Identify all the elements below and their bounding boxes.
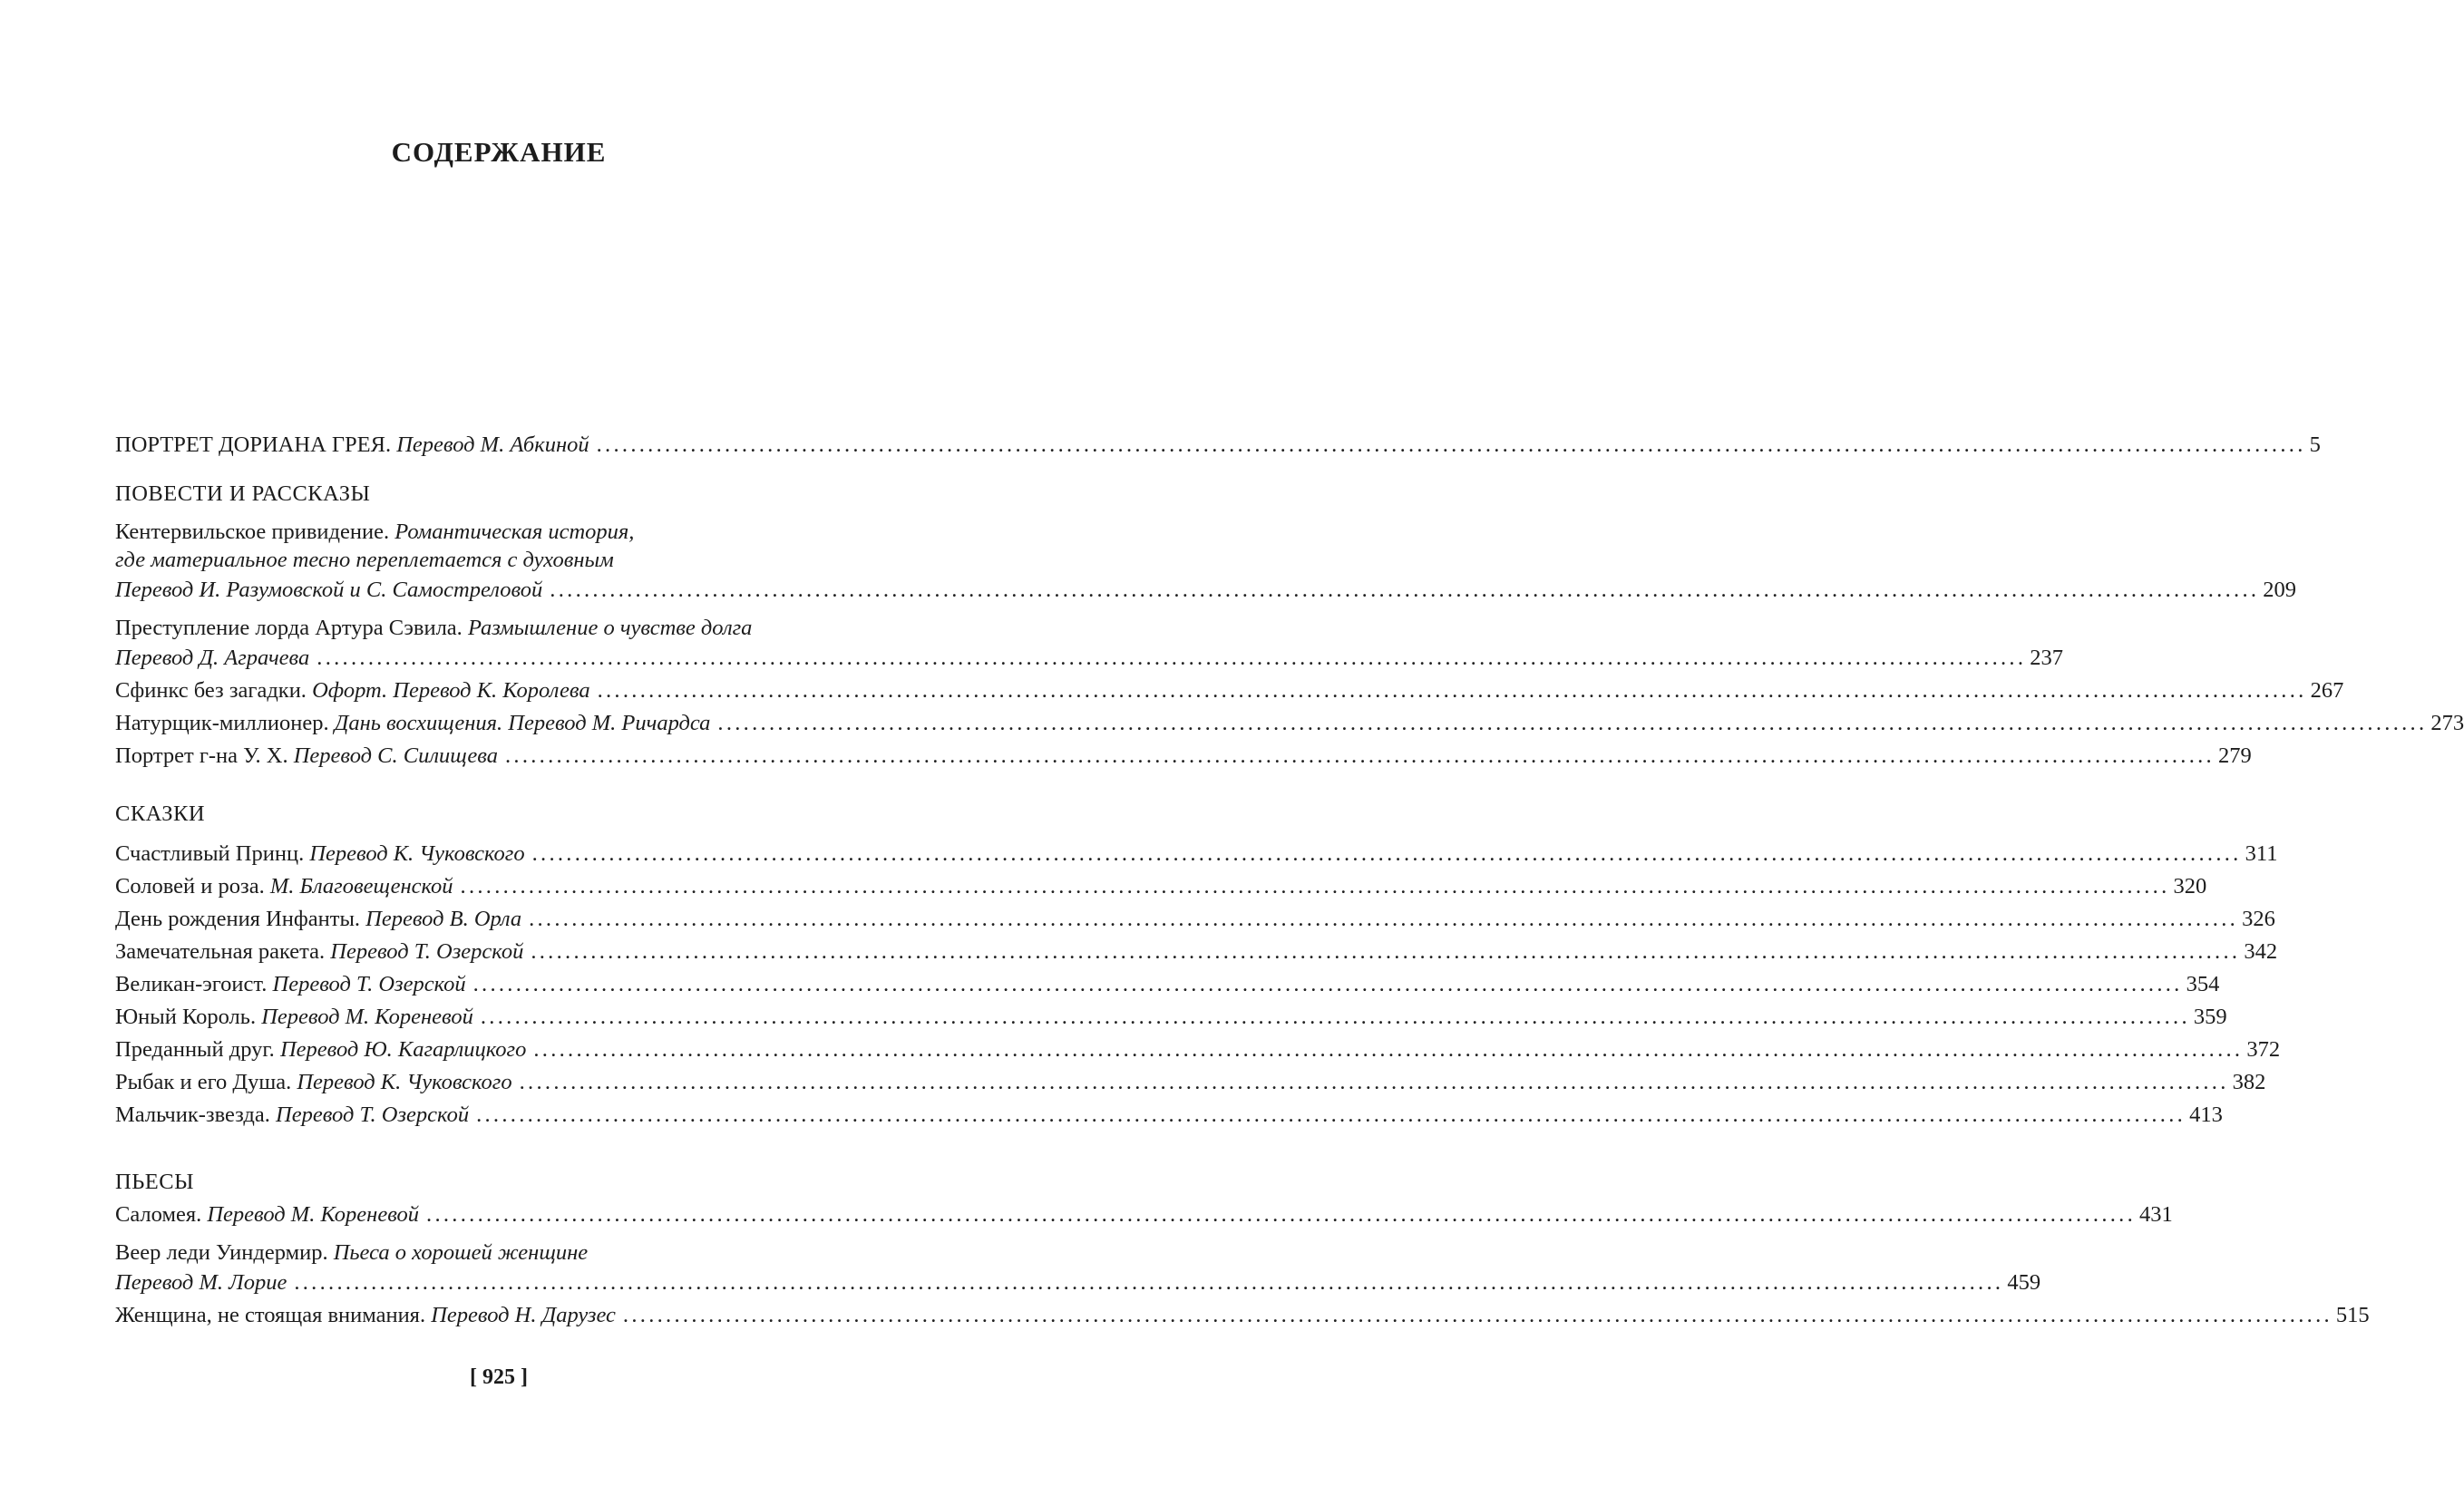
entry-title: Счастливый Принц.	[115, 841, 305, 866]
entry-page: 459	[2007, 1270, 2041, 1295]
entry-subtitle-cont: где материальное тесно переплетается с духовным	[115, 548, 614, 572]
toc-entry-dorian-gray	[115, 429, 2321, 461]
entry-translator: Офорт. Перевод К. Королева	[312, 678, 590, 703]
entry-title: Соловей и роза.	[115, 874, 265, 899]
toc-entry-model-millionaire	[115, 707, 2464, 740]
entry-page: 209	[2263, 578, 2297, 602]
entry-page: 342	[2244, 939, 2278, 964]
entry-translator: Перевод К. Чуковского	[297, 1070, 512, 1094]
entry-title: ПОРТРЕТ ДОРИАНА ГРЕЯ.	[115, 432, 392, 457]
entry-page: 279	[2217, 743, 2252, 768]
page-title: СОДЕРЖАНИЕ	[391, 136, 607, 168]
toc-entry-fisherman	[115, 1066, 2266, 1099]
toc-entry-canterville	[115, 518, 2297, 607]
entry-title: Замечательная ракета.	[115, 939, 326, 964]
leader-dots: ........................................................................................................................................................................................................	[294, 1270, 2004, 1295]
entry-translator: Перевод В. Орла	[365, 907, 522, 931]
leader-dots: ........................................................................................................................................................................................................	[622, 1303, 2333, 1327]
entry-page: 382	[2232, 1070, 2266, 1094]
toc-entry-devoted-friend	[115, 1034, 2281, 1066]
leader-dots: ........................................................................................................................................................................................................	[504, 743, 2215, 768]
entry-translator: Перевод К. Чуковского	[309, 841, 525, 866]
leader-dots: ........................................................................................................................................................................................................	[550, 578, 2260, 602]
toc-entry-star-child	[115, 1099, 2223, 1132]
entry-translator: Перевод Т. Озерской	[272, 972, 466, 996]
toc-entry-infanta	[115, 903, 2275, 936]
toc-entry-sphinx	[115, 675, 2344, 707]
entry-title: Рыбак и его Душа.	[115, 1070, 292, 1094]
entry-title: Юный Король.	[115, 1005, 257, 1029]
toc-entry-mr-wh	[115, 740, 2252, 772]
leader-dots: ........................................................................................................................................................................................................	[460, 874, 2170, 899]
entry-title: Преступление лорда Артура Сэвила.	[115, 616, 463, 640]
entry-title: Веер леди Уиндермир.	[115, 1240, 328, 1265]
entry-page: 320	[2173, 874, 2207, 899]
toc-entry-rocket	[115, 936, 2278, 968]
entry-page: 515	[2335, 1303, 2370, 1327]
leader-dots: ........................................................................................................................................................................................................	[317, 646, 2027, 670]
leader-dots: ........................................................................................................................................................................................................	[533, 1037, 2244, 1062]
entry-title: Портрет г-на У. Х.	[115, 743, 288, 768]
leader-dots: ........................................................................................................................................................................................................	[531, 841, 2242, 866]
entry-page: 267	[2310, 678, 2344, 703]
toc-entry-salome	[115, 1199, 2173, 1231]
toc-entry-woman-no-importance	[115, 1299, 2370, 1332]
leader-dots: ........................................................................................................................................................................................................	[472, 972, 2183, 996]
leader-dots: ........................................................................................................................................................................................................	[476, 1103, 2186, 1127]
entry-subtitle: Размышление о чувстве долга	[467, 616, 753, 640]
entry-title: Натурщик-миллионер.	[115, 711, 329, 735]
leader-dots: ........................................................................................................................................................................................................	[597, 678, 2307, 703]
section-heading-plays: ПЬЕСЫ	[115, 1170, 194, 1194]
entry-translator: Перевод М. Лорие	[115, 1270, 287, 1295]
entry-translator: Перевод И. Разумовской и С. Самостреловой	[115, 578, 543, 602]
entry-page: 5	[2309, 432, 2321, 457]
table-of-contents	[115, 429, 2464, 1332]
page-number: [ 925 ]	[470, 1365, 528, 1389]
section-heading-tales: СКАЗКИ	[115, 801, 206, 826]
toc-entry-selfish-giant	[115, 968, 2220, 1001]
entry-title: Женщина, не стоящая внимания.	[115, 1303, 426, 1327]
entry-page: 372	[2246, 1037, 2281, 1062]
entry-translator: Перевод Д. Аграчева	[115, 646, 310, 670]
toc-entry-windermere	[115, 1239, 2041, 1299]
section-heading-stories: ПОВЕСТИ И РАССКАЗЫ	[115, 481, 371, 506]
entry-translator: Перевод М. Кореневой	[207, 1202, 420, 1227]
entry-translator: Перевод С. Силищева	[293, 743, 498, 768]
entry-translator: Перевод Ю. Кагарлицкого	[279, 1037, 527, 1062]
entry-title: Сфинкс без загадки.	[115, 678, 307, 703]
toc-entry-lord-arthur	[115, 614, 2064, 675]
entry-translator: Дань восхищения. Перевод М. Ричардса	[334, 711, 711, 735]
entry-title: День рождения Инфанты.	[115, 907, 361, 931]
entry-page: 431	[2139, 1202, 2173, 1227]
entry-translator: Перевод Т. Озерской	[276, 1103, 470, 1127]
entry-subtitle: Романтическая история,	[394, 520, 635, 544]
entry-translator: Перевод М. Кореневой	[261, 1005, 473, 1029]
entry-page: 413	[2189, 1103, 2223, 1127]
leader-dots: ........................................................................................................................................................................................................	[519, 1070, 2229, 1094]
entry-translator: Перевод Н. Дарузес	[431, 1303, 616, 1327]
entry-page: 273	[2430, 711, 2464, 735]
entry-page: 237	[2030, 646, 2064, 670]
entry-title: Великан-эгоист.	[115, 972, 268, 996]
toc-entry-young-king	[115, 1001, 2227, 1034]
entry-translator: Перевод М. Абкиной	[396, 432, 589, 457]
leader-dots: ........................................................................................................................................................................................................	[717, 711, 2428, 735]
entry-title: Саломея.	[115, 1202, 202, 1227]
entry-translator: Перевод Т. Озерской	[330, 939, 524, 964]
toc-entry-nightingale	[115, 870, 2207, 903]
entry-subtitle: Пьеса о хорошей женщине	[333, 1240, 589, 1265]
entry-page: 354	[2186, 972, 2220, 996]
leader-dots: ........................................................................................................................................................................................................	[426, 1202, 2137, 1227]
leader-dots: ........................................................................................................................................................................................................	[531, 939, 2241, 964]
entry-translator: М. Благовещенской	[269, 874, 453, 899]
entry-page: 359	[2193, 1005, 2227, 1029]
entry-title: Мальчик-звезда.	[115, 1103, 270, 1127]
entry-page: 311	[2245, 841, 2278, 866]
entry-page: 326	[2242, 907, 2275, 931]
entry-title: Кентервильское привидение.	[115, 520, 390, 544]
entry-title: Преданный друг.	[115, 1037, 275, 1062]
toc-entry-happy-prince	[115, 838, 2278, 870]
leader-dots: ........................................................................................................................................................................................................	[480, 1005, 2190, 1029]
leader-dots: ........................................................................................................................................................................................................	[529, 907, 2239, 931]
leader-dots: ........................................................................................................................................................................................................	[596, 432, 2306, 457]
